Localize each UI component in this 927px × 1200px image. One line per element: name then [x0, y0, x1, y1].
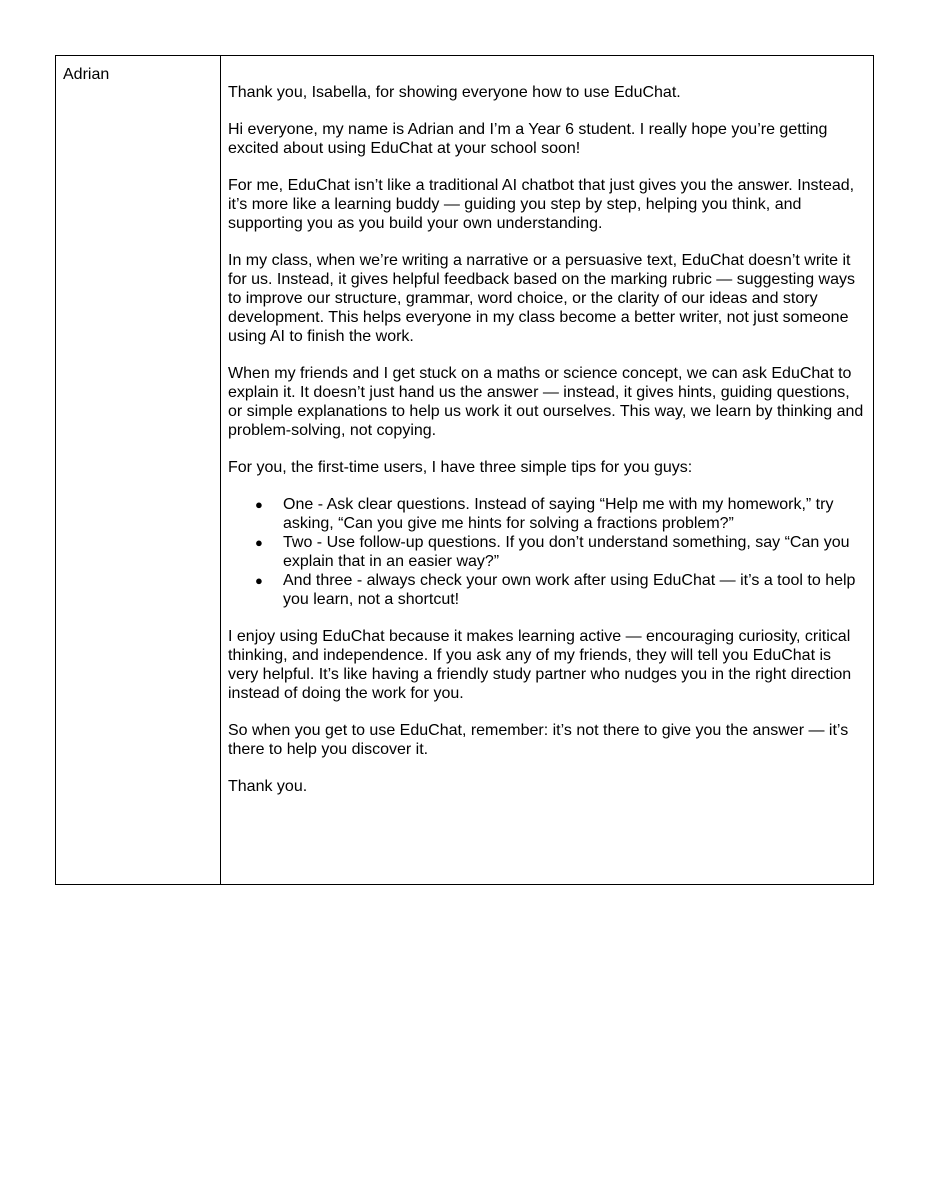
paragraph: For me, EduChat isn’t like a traditional AI chatbot that just gives you the answer. Instead, it’s more like a learning buddy — guiding you step by step, helping you think, and supporting you as you build your own understanding.: [228, 177, 855, 232]
paragraph: For you, the first-time users, I have three simple tips for you guys:: [228, 459, 693, 476]
speaker-name: Adrian: [63, 66, 110, 83]
paragraph: So when you get to use EduChat, remember: it’s not there to give you the answer — it’s there to help you discover it.: [228, 722, 849, 758]
list-item: [228, 571, 865, 609]
tip-text: One - Ask clear questions. Instead of saying “Help me with my homework,” try asking, “Can you give me hints for solving a fractions problem?”: [283, 496, 834, 532]
speaker-cell: [56, 56, 221, 884]
bullet-icon: ●: [255, 497, 263, 512]
paragraph: Thank you.: [228, 778, 308, 795]
paragraph: I enjoy using EduChat because it makes learning active — encouraging curiosity, critical thinking, and independence. If you ask any of my friends, they will tell you EduChat is very helpful. It’s like having a friendly study partner who nudges you in the right direction instead of doing the work for you.: [228, 628, 852, 702]
bullet-icon: ●: [255, 573, 263, 588]
list-item: [228, 533, 865, 571]
script-table: [55, 55, 874, 885]
tip-text: And three - always check your own work after using EduChat — it’s a tool to help you learn, not a shortcut!: [283, 572, 856, 608]
tips-list: [228, 495, 865, 609]
paragraph: Hi everyone, my name is Adrian and I’m a Year 6 student. I really hope you’re getting excited about using EduChat at your school soon!: [228, 121, 828, 157]
bullet-icon: ●: [255, 535, 263, 550]
list-item: [228, 495, 865, 533]
paragraph: Thank you, Isabella, for showing everyone how to use EduChat.: [228, 84, 681, 101]
speech-cell: [221, 56, 873, 884]
paragraph: When my friends and I get stuck on a maths or science concept, we can ask EduChat to explain it. It doesn’t just hand us the answer — instead, it gives hints, guiding questions, or simple explanations to help us work it out ourselves. This way, we learn by thinking and problem-solving, not copying.: [228, 365, 864, 439]
tip-text: Two - Use follow-up questions. If you don’t understand something, say “Can you explain that in an easier way?”: [283, 534, 850, 570]
paragraph: In my class, when we’re writing a narrative or a persuasive text, EduChat doesn’t write it for us. Instead, it gives helpful feedback based on the marking rubric — suggesting ways to improve our structure, grammar, word choice, or the clarity of our ideas and story development. This helps everyone in my class become a better writer, not just someone using AI to finish the work.: [228, 252, 856, 345]
